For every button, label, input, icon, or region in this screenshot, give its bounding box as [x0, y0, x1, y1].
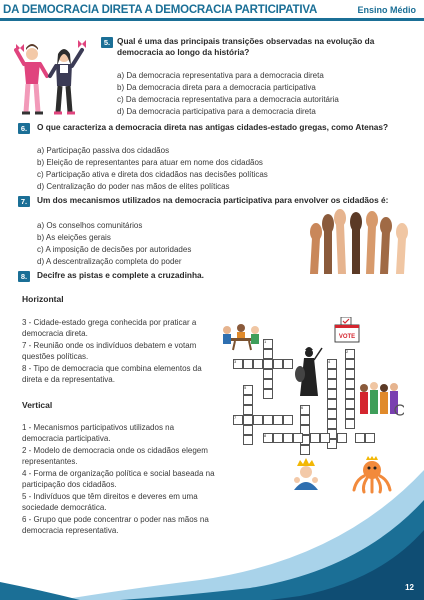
footer-wave-decoration	[0, 470, 424, 600]
crossword-cell[interactable]	[345, 399, 355, 409]
crossword-cell[interactable]	[310, 433, 320, 443]
vertical-clue-5: 5 - Indivíduos que têm direitos e deveres em uma sociedade democrática.	[22, 492, 198, 512]
vertical-clue-1: 1 - Mecanismos participativos utilizados na democracia participativa.	[22, 423, 175, 443]
question-7-option-c[interactable]: c) A imposição de decisões por autoridades	[37, 245, 192, 254]
question-5-option-b[interactable]: b) Da democracia direta para a democracia participativa	[117, 83, 316, 92]
crossword-cell[interactable]	[233, 359, 243, 369]
crossword-cell[interactable]	[300, 415, 310, 425]
vertical-clue-2: 2 - Modelo de democracia onde os cidadãos elegem representantes.	[22, 446, 208, 466]
vertical-clues-title: Vertical	[22, 400, 53, 410]
crossword-cell[interactable]	[263, 415, 273, 425]
crossword-number-7: 7	[234, 415, 237, 420]
diverse-people-illustration	[356, 380, 404, 422]
question-5-option-a[interactable]: a) Da democracia representativa para a democracia direta	[117, 71, 324, 80]
crossword-cell[interactable]	[327, 369, 337, 379]
crossword-cell[interactable]	[263, 359, 273, 369]
crossword-number-1: 1	[264, 339, 267, 344]
page-number: 12	[405, 583, 414, 592]
crossword-number-8: 8	[264, 433, 267, 438]
crossword-cell[interactable]	[293, 433, 303, 443]
vertical-clue-4: 4 - Forma de organização política e social baseada na participação dos cidadãos.	[22, 469, 215, 489]
crossword-cell[interactable]	[243, 405, 253, 415]
ballot-box-icon	[333, 317, 361, 343]
crossword-cell[interactable]	[345, 419, 355, 429]
crossword-number-5: 5	[244, 385, 247, 390]
question-6-option-a[interactable]: a) Participação passiva dos cidadãos	[37, 146, 170, 155]
crossword-cell[interactable]	[233, 415, 243, 425]
crossword-cell[interactable]	[320, 433, 330, 443]
crossword-number-2: 2	[346, 349, 349, 354]
athena-statue-illustration	[292, 346, 326, 398]
people-meeting-illustration	[219, 322, 263, 352]
question-6-text: O que caracteriza a democracia direta nas antigas cidades-estado gregas, como Atenas?	[37, 122, 389, 132]
crossword-cell[interactable]	[263, 379, 273, 389]
header-divider	[0, 18, 424, 21]
question-7-option-a[interactable]: a) Os conselhos comunitários	[37, 221, 143, 230]
ballot-box-label: VOTE	[338, 334, 356, 340]
crossword-cell[interactable]	[365, 433, 375, 443]
crossword-cell[interactable]	[243, 385, 253, 395]
crossword-cell[interactable]	[327, 399, 337, 409]
question-7-option-d[interactable]: d) A descentralização completa do poder	[37, 257, 182, 266]
crossword-cell[interactable]	[263, 339, 273, 349]
question-6-option-c[interactable]: c) Participação ativa e direta dos cidadãos nas decisões políticas	[37, 170, 268, 179]
crossword-cell[interactable]	[273, 433, 283, 443]
question-8-number: 8.	[18, 271, 30, 282]
page-header-title: DA DEMOCRACIA DIRETA A DEMOCRACIA PARTICIPATIVA	[3, 4, 318, 16]
crossword-cell[interactable]	[283, 359, 293, 369]
crossword-cell[interactable]	[300, 405, 310, 415]
crossword-cell[interactable]	[345, 369, 355, 379]
crossword-cell[interactable]	[273, 359, 283, 369]
crossword-cell[interactable]	[345, 389, 355, 399]
question-8-text: Decifre as pistas e complete a cruzadinha.	[37, 270, 204, 280]
question-7-text: Um dos mecanismos utilizados na democracia participativa para envolver os cidadãos é:	[37, 195, 389, 205]
crossword-cell[interactable]	[345, 359, 355, 369]
crossword-cell[interactable]	[355, 433, 365, 443]
people-illustration	[14, 36, 90, 118]
crossword-cell[interactable]	[283, 415, 293, 425]
question-6-option-d[interactable]: d) Centralização do poder nas mãos de elites políticas	[37, 182, 230, 191]
question-6-number: 6.	[18, 123, 30, 134]
question-5-option-c[interactable]: c) Da democracia representativa para a democracia autoritária	[117, 95, 339, 104]
crossword-number-3: 3	[234, 359, 237, 364]
crossword-cell[interactable]	[327, 409, 337, 419]
crossword-cell[interactable]	[345, 349, 355, 359]
crossword-cell[interactable]	[243, 359, 253, 369]
crossword-cell[interactable]	[243, 425, 253, 435]
crossword-cell[interactable]	[327, 359, 337, 369]
crossword-cell[interactable]	[273, 415, 283, 425]
horizontal-clue-3: 3 - Cidade-estado grega conhecida por praticar a democracia direta.	[22, 318, 197, 338]
crossword-cell[interactable]	[327, 379, 337, 389]
crossword-cell[interactable]	[263, 369, 273, 379]
crossword-cell[interactable]	[243, 395, 253, 405]
crossword-number-4: 4	[328, 359, 331, 364]
crossword-cell[interactable]	[263, 433, 273, 443]
question-6-option-b[interactable]: b) Eleição de representantes para atuar em nome dos cidadãos	[37, 158, 263, 167]
horizontal-clues-title: Horizontal	[22, 294, 64, 304]
question-5-number: 5.	[101, 37, 113, 48]
question-5-text: Qual é uma das principais transições observadas na evolução da democracia ao longo da história?	[117, 36, 375, 57]
crossword-cell[interactable]	[345, 409, 355, 419]
crossword-cell[interactable]	[283, 433, 293, 443]
horizontal-clue-8: 8 - Tipo de democracia que combina elementos da direta e da representativa.	[22, 364, 202, 384]
crossword-cell[interactable]	[300, 445, 310, 455]
crossword-cell[interactable]	[253, 415, 263, 425]
vertical-clue-6: 6 - Grupo que pode concentrar o poder nas mãos na democracia representativa.	[22, 515, 209, 535]
question-5-option-d[interactable]: d) Da democracia participativa para a democracia direta	[117, 107, 316, 116]
question-7-number: 7.	[18, 196, 30, 207]
crossword-cell[interactable]	[327, 419, 337, 429]
crossword-cell[interactable]	[253, 359, 263, 369]
crossword-cell[interactable]	[243, 435, 253, 445]
crossword-cell[interactable]	[263, 349, 273, 359]
crossword-number-6: 6	[301, 405, 304, 410]
question-7-option-b[interactable]: b) As eleições gerais	[37, 233, 111, 242]
crossword-cell[interactable]	[337, 433, 347, 443]
raised-hands-illustration	[304, 208, 414, 274]
crossword-cell[interactable]	[263, 389, 273, 399]
crossword-cell[interactable]	[345, 379, 355, 389]
crossword-cell[interactable]	[327, 389, 337, 399]
crossword-cell[interactable]	[243, 415, 253, 425]
horizontal-clue-7: 7 - Reunião onde os indivíduos debatem e votam questões políticas.	[22, 341, 197, 361]
education-level-label: Ensino Médio	[357, 5, 416, 15]
